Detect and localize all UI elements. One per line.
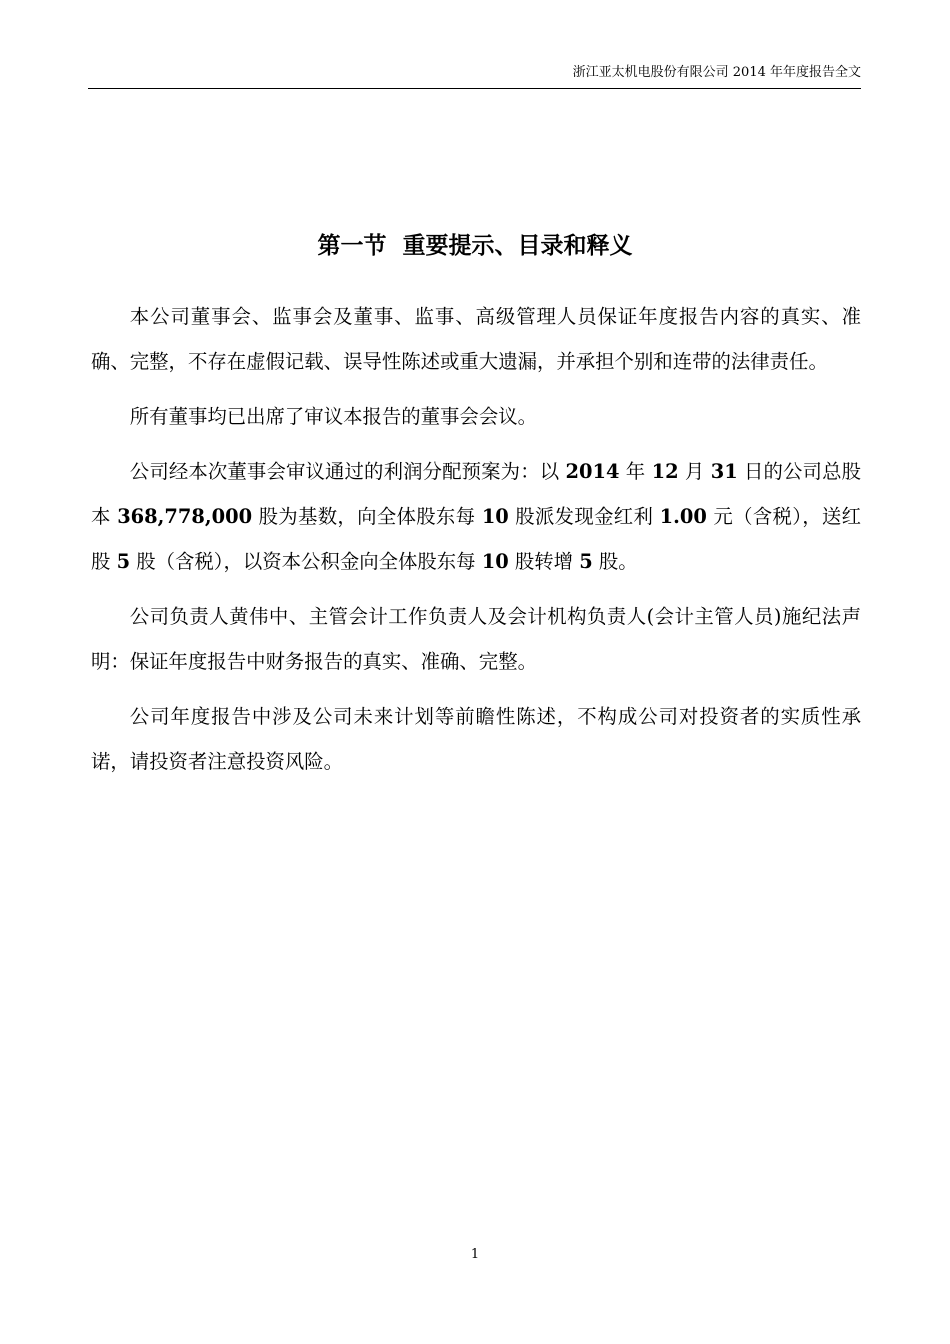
text-fragment: 日的公司总股本 xyxy=(91,460,861,528)
paragraph-attendance: 所有董事均已出席了审议本报告的董事会会议。 xyxy=(129,405,537,428)
section-title: 第一节 重要提示、目录和释义 xyxy=(317,232,633,260)
text-fragment: 公司经本次董事会审议通过的利润分配预案为：以 xyxy=(129,460,566,483)
day-value: 31 xyxy=(710,460,738,483)
page-header xyxy=(88,64,861,89)
text-fragment: 年 xyxy=(619,460,652,483)
text-fragment: 股派发现金红利 xyxy=(508,505,660,528)
text-fragment: 月 xyxy=(678,460,711,483)
month-value: 12 xyxy=(651,460,679,483)
paragraph-forward-looking: 公司年度报告中涉及公司未来计划等前瞻性陈述，不构成公司对投资者的实质性承诺，请投资者注意投资风险。 xyxy=(91,705,861,773)
per-shares-value: 10 xyxy=(481,505,509,528)
text-fragment: 股为基数，向全体股东每 xyxy=(252,505,482,528)
total-shares-value: 368,778,000 xyxy=(117,505,253,528)
cash-dividend-value: 1.00 xyxy=(659,505,707,528)
paragraph-financial-statement: 公司负责人黄伟中、主管会计工作负责人及会计机构负责人(会计主管人员)施纪法声明：保证年度报告中财务报告的真实、准确、完整。 xyxy=(91,605,861,673)
text-fragment: 股转增 xyxy=(508,550,580,573)
document-body xyxy=(91,294,861,794)
per-shares-value: 10 xyxy=(481,550,509,573)
year-value: 2014 xyxy=(565,460,620,483)
text-fragment: 元（含税），送红股 xyxy=(91,505,861,573)
bonus-shares-value: 5 xyxy=(116,550,131,573)
paragraph-responsibility: 本公司董事会、监事会及董事、监事、高级管理人员保证年度报告内容的真实、准确、完整，不存在虚假记载、误导性陈述或重大遗漏，并承担个别和连带的法律责任。 xyxy=(91,305,861,373)
transfer-shares-value: 5 xyxy=(579,550,593,573)
header-title: 浙江亚太机电股份有限公司 2014 年年度报告全文 xyxy=(572,65,861,80)
text-fragment: 股（含税），以资本公积金向全体股东每 xyxy=(130,550,482,573)
page-number: 1 xyxy=(470,1247,480,1262)
text-fragment: 股。 xyxy=(592,550,638,573)
paragraph-profit-distribution xyxy=(91,449,861,584)
